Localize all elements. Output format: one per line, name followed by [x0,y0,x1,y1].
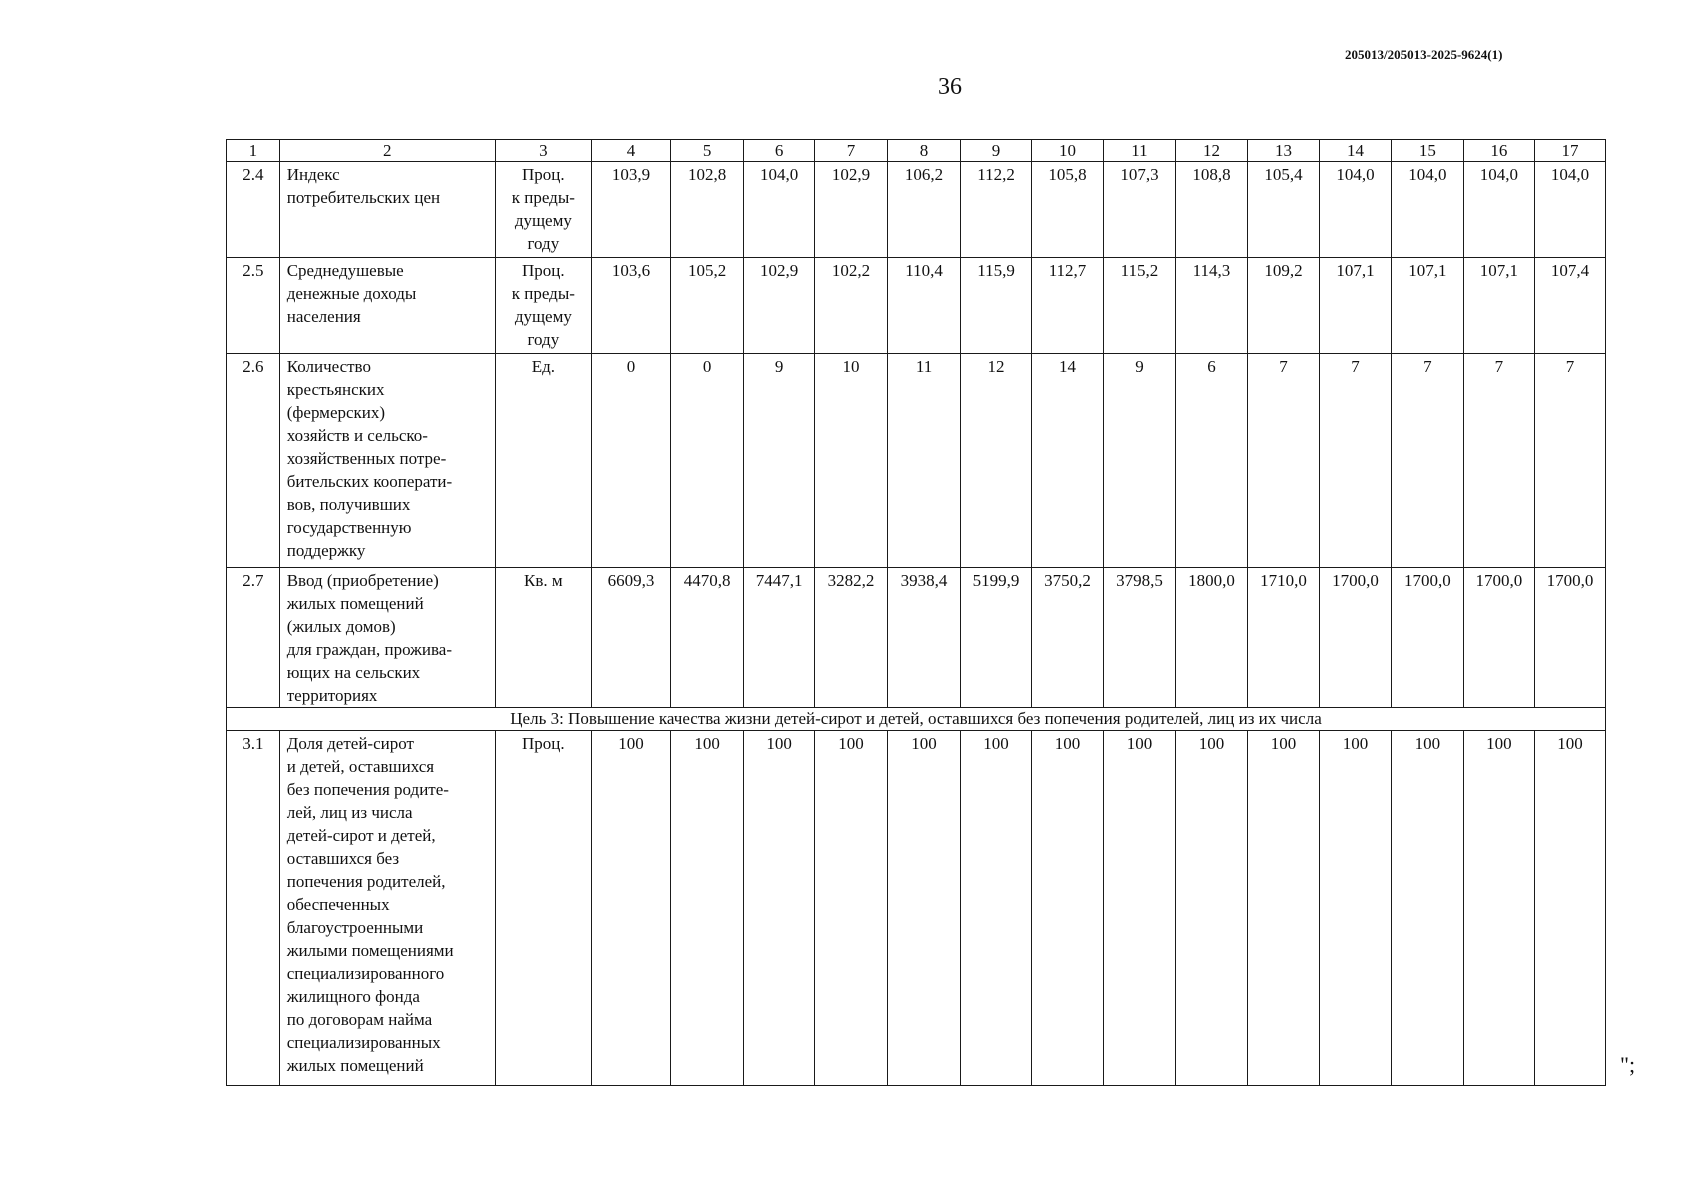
column-number-header: 16 [1463,140,1534,162]
indicator-value: 115,2 [1104,258,1176,354]
indicator-value: 5199,9 [961,568,1032,708]
indicator-name: Количество крестьянских (фермерских) хозяйств и сельско- хозяйственных потре- бительских кооперати- вов, получивших государственную поддержку [279,354,495,568]
indicator-value: 104,0 [1319,162,1391,258]
indicator-value: 107,1 [1391,258,1463,354]
column-number-header: 15 [1391,140,1463,162]
column-number-header: 4 [592,140,671,162]
indicator-value: 110,4 [888,258,961,354]
indicator-value: 100 [888,731,961,1086]
indicator-value: 1800,0 [1175,568,1247,708]
row-number: 2.7 [227,568,280,708]
column-number-header: 1 [227,140,280,162]
indicator-value: 100 [815,731,888,1086]
document-id: 205013/205013-2025-9624(1) [1345,47,1503,62]
unit-of-measure: Проц. к преды- дущему году [495,258,591,354]
indicator-value: 7 [1247,354,1319,568]
page-number: 36 [938,74,962,100]
column-number-header: 6 [744,140,815,162]
indicator-value: 0 [671,354,744,568]
indicator-value: 104,0 [744,162,815,258]
indicator-value: 7447,1 [744,568,815,708]
indicator-value: 103,6 [592,258,671,354]
indicator-value: 100 [1104,731,1176,1086]
indicator-value: 14 [1032,354,1104,568]
column-number-header: 2 [279,140,495,162]
indicator-value: 107,1 [1463,258,1534,354]
indicator-value: 102,9 [815,162,888,258]
indicator-value: 100 [1534,731,1605,1086]
column-number-header-row [227,140,1606,162]
column-number-header: 3 [495,140,591,162]
indicator-value: 0 [592,354,671,568]
column-number-header: 8 [888,140,961,162]
indicator-value: 6609,3 [592,568,671,708]
indicator-value: 7 [1534,354,1605,568]
indicator-value: 112,2 [961,162,1032,258]
indicator-value: 105,4 [1247,162,1319,258]
indicator-value: 4470,8 [671,568,744,708]
indicator-value: 9 [1104,354,1176,568]
indicator-value: 12 [961,354,1032,568]
column-number-header: 12 [1175,140,1247,162]
column-number-header: 9 [961,140,1032,162]
indicator-value: 105,8 [1032,162,1104,258]
indicator-value: 11 [888,354,961,568]
indicator-value: 100 [744,731,815,1086]
indicator-value: 1700,0 [1534,568,1605,708]
indicator-name: Индекс потребительских цен [279,162,495,258]
indicator-value: 103,9 [592,162,671,258]
column-number-header: 11 [1104,140,1176,162]
indicator-value: 106,2 [888,162,961,258]
unit-of-measure: Кв. м [495,568,591,708]
table-row [227,258,1606,354]
indicator-value: 1710,0 [1247,568,1319,708]
indicator-value: 104,0 [1463,162,1534,258]
indicator-value: 100 [1247,731,1319,1086]
indicator-value: 115,9 [961,258,1032,354]
goal-3-heading: Цель 3: Повышение качества жизни детей-сирот и детей, оставшихся без попечения родителей, лиц из их числа [227,708,1606,731]
indicator-value: 114,3 [1175,258,1247,354]
indicator-value: 105,2 [671,258,744,354]
closing-quote-mark: "; [1620,1052,1636,1077]
indicator-value: 6 [1175,354,1247,568]
column-number-header: 13 [1247,140,1319,162]
indicator-value: 108,8 [1175,162,1247,258]
table-row [227,354,1606,568]
table-row [227,731,1606,1086]
row-number: 2.6 [227,354,280,568]
indicator-value: 104,0 [1534,162,1605,258]
indicator-value: 112,7 [1032,258,1104,354]
unit-of-measure: Ед. [495,354,591,568]
indicator-value: 107,4 [1534,258,1605,354]
table-row [227,162,1606,258]
indicator-value: 100 [961,731,1032,1086]
goal-row [227,708,1606,731]
indicator-value: 102,9 [744,258,815,354]
row-number: 2.5 [227,258,280,354]
indicator-name: Ввод (приобретение) жилых помещений (жилых домов) для граждан, прожива- ющих на сельских территориях [279,568,495,708]
indicator-value: 102,8 [671,162,744,258]
column-number-header: 14 [1319,140,1391,162]
column-number-header: 5 [671,140,744,162]
indicator-value: 104,0 [1391,162,1463,258]
indicator-value: 100 [1319,731,1391,1086]
indicator-value: 100 [1032,731,1104,1086]
indicator-name: Доля детей-сирот и детей, оставшихся без попечения родите- лей, лиц из числа детей-сирот и детей, оставшихся без попечения родителей, обеспеченных благоустроенными жилыми помещениями специализированного жилищного фонда по договорам найма специализированных жилых помещений [279,731,495,1086]
indicator-value: 1700,0 [1391,568,1463,708]
indicator-value: 1700,0 [1463,568,1534,708]
indicator-value: 3798,5 [1104,568,1176,708]
indicator-name: Среднедушевые денежные доходы населения [279,258,495,354]
unit-of-measure: Проц. к преды- дущему году [495,162,591,258]
indicator-value: 100 [671,731,744,1086]
row-number: 2.4 [227,162,280,258]
column-number-header: 7 [815,140,888,162]
indicator-value: 3282,2 [815,568,888,708]
indicator-value: 100 [1463,731,1534,1086]
indicator-value: 10 [815,354,888,568]
table-row [227,568,1606,708]
indicator-value: 1700,0 [1319,568,1391,708]
column-number-header: 17 [1534,140,1605,162]
indicator-value: 107,3 [1104,162,1176,258]
indicator-value: 107,1 [1319,258,1391,354]
indicator-value: 3938,4 [888,568,961,708]
column-number-header: 10 [1032,140,1104,162]
indicator-value: 7 [1391,354,1463,568]
indicator-value: 100 [1175,731,1247,1086]
indicator-value: 100 [1391,731,1463,1086]
row-number: 3.1 [227,731,280,1086]
unit-of-measure: Проц. [495,731,591,1086]
indicator-value: 9 [744,354,815,568]
indicator-table [226,139,1606,1086]
indicator-value: 100 [592,731,671,1086]
indicator-value: 7 [1463,354,1534,568]
indicator-value: 102,2 [815,258,888,354]
indicator-value: 109,2 [1247,258,1319,354]
indicator-value: 3750,2 [1032,568,1104,708]
indicator-value: 7 [1319,354,1391,568]
